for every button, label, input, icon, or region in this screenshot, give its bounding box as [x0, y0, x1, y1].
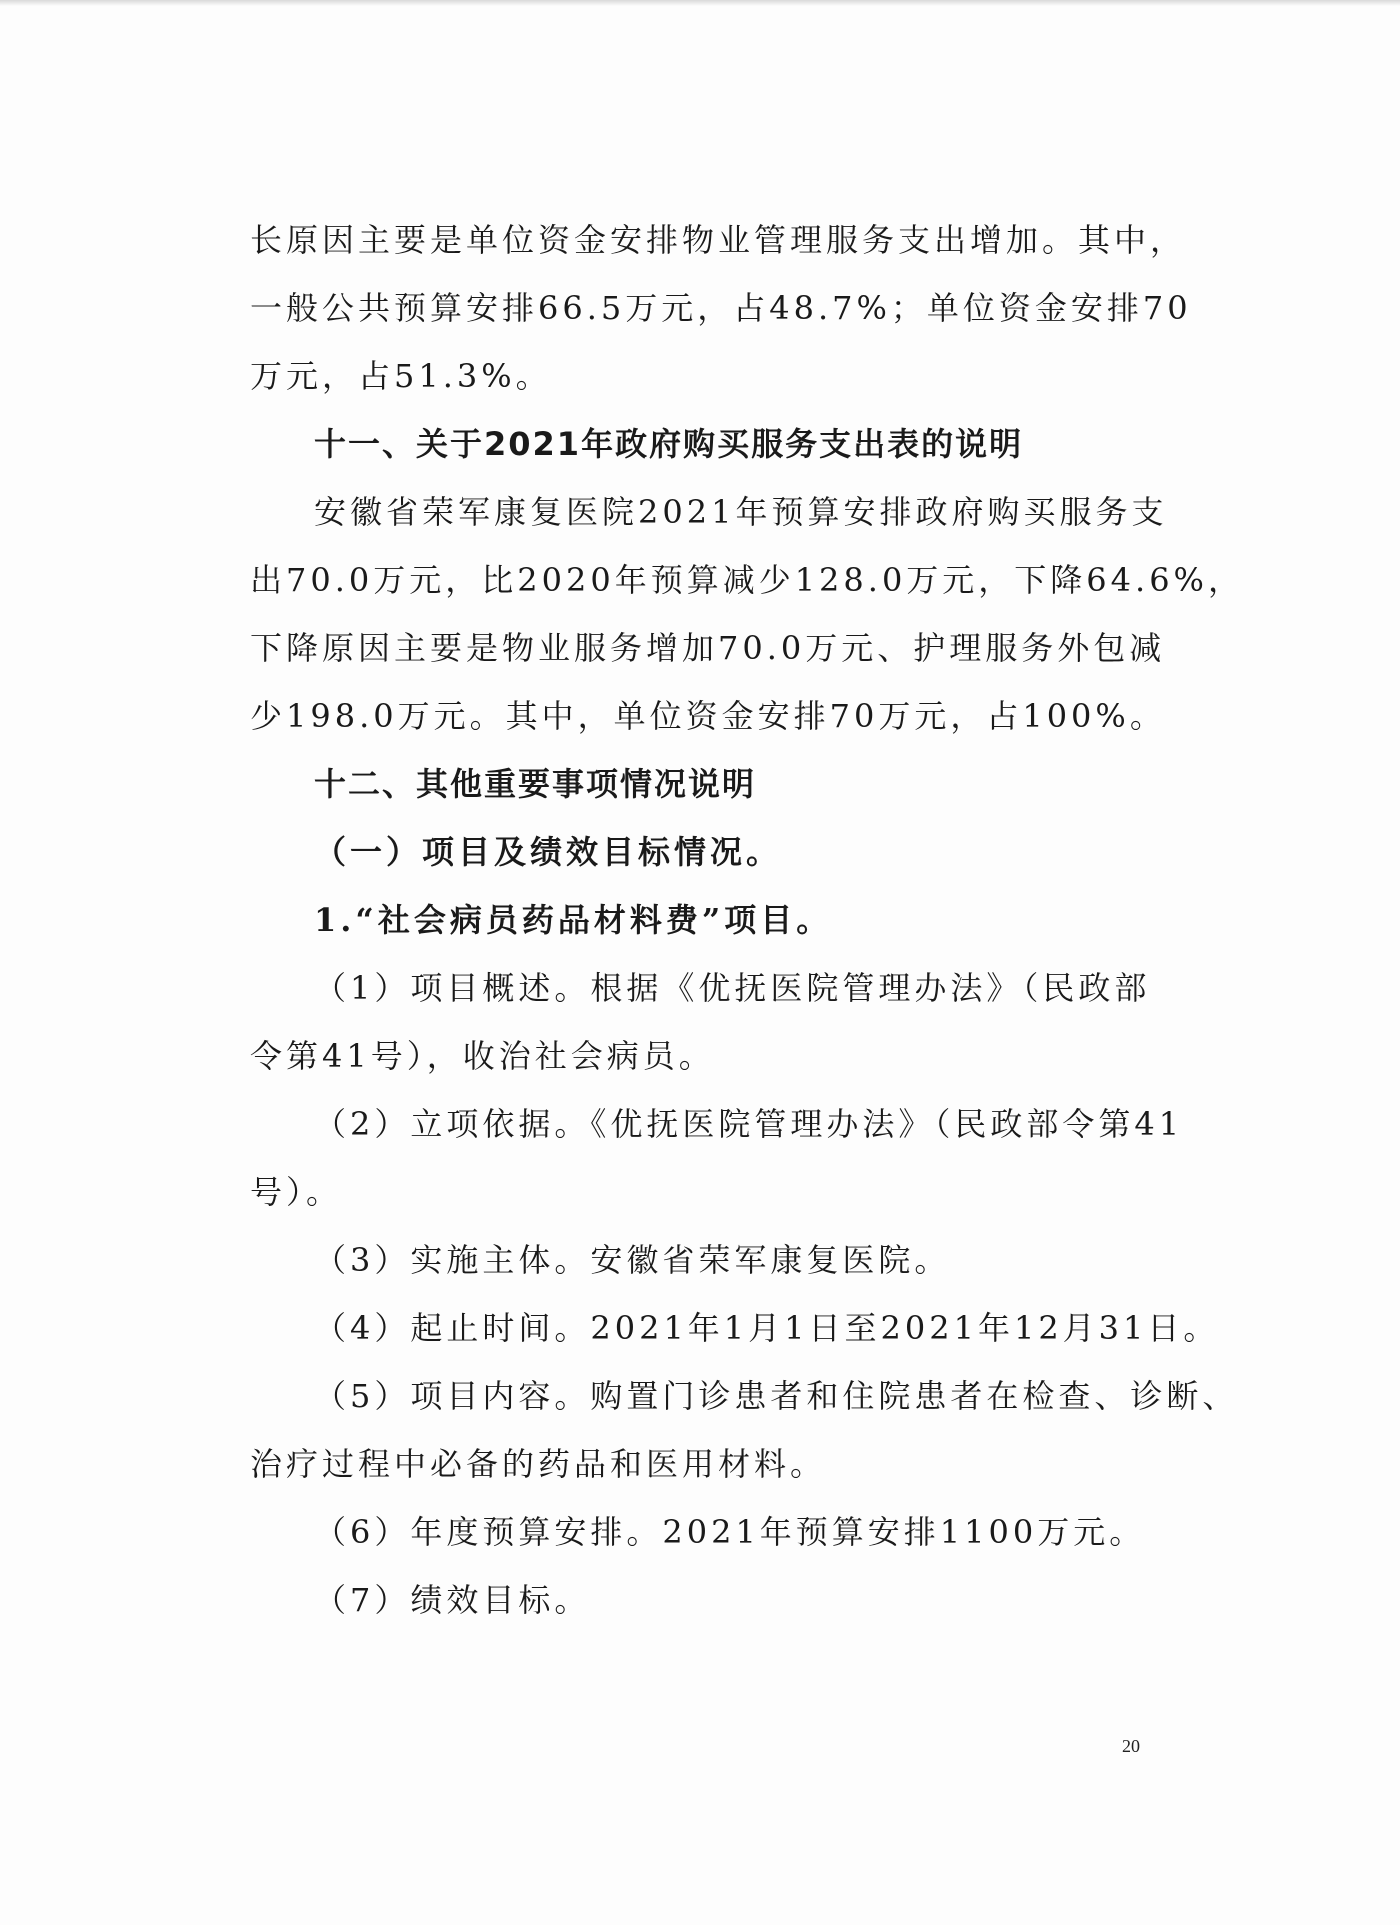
- item-subject: （3）实施主体。安徽省荣军康复医院。: [314, 1241, 951, 1279]
- item-overview-cont: 令第41号），收治社会病员。: [250, 1037, 715, 1075]
- item-heading: 1.“社会病员药品材料费”项目。: [314, 901, 833, 939]
- section-heading-11: 十一、关于2021年政府购买服务支出表的说明: [314, 425, 1024, 463]
- paragraph-line: 安徽省荣军康复医院2021年预算安排政府购买服务支: [314, 493, 1168, 531]
- paragraph-line: 少198.0万元。其中，单位资金安排70万元，占100%。: [250, 697, 1166, 735]
- item-content: （5）项目内容。购置门诊患者和住院患者在检查、诊断、: [314, 1377, 1239, 1415]
- item-goal: （7）绩效目标。: [314, 1581, 591, 1619]
- item-content-cont: 治疗过程中必备的药品和医用材料。: [250, 1445, 827, 1483]
- paragraph-line: 一般公共预算安排66.5万元，占48.7%；单位资金安排70: [250, 289, 1192, 327]
- scan-edge: [0, 0, 1400, 6]
- section-heading-12: 十二、其他重要事项情况说明: [314, 765, 757, 803]
- item-basis: （2）立项依据。《优抚医院管理办法》（民政部令第41: [314, 1105, 1184, 1143]
- subsection-heading: （一）项目及绩效目标情况。: [314, 833, 783, 871]
- paragraph-line: 长原因主要是单位资金安排物业管理服务支出增加。其中，: [250, 221, 1187, 259]
- document-body: [250, 206, 1244, 1634]
- paragraph-line: 下降原因主要是物业服务增加70.0万元、护理服务外包减: [250, 629, 1166, 667]
- page-number: 20: [1122, 1736, 1140, 1756]
- paragraph-line: 出70.0万元，比2020年预算减少128.0万元，下降64.6%，: [250, 561, 1244, 599]
- item-period: （4）起止时间。2021年1月1日至2021年12月31日。: [314, 1309, 1220, 1347]
- paragraph-line: 万元，占51.3%。: [250, 357, 552, 395]
- item-basis-cont: 号）。: [250, 1173, 343, 1211]
- item-overview: （1）项目概述。根据《优抚医院管理办法》（民政部: [314, 969, 1151, 1007]
- item-budget: （6）年度预算安排。2021年预算安排1100万元。: [314, 1513, 1146, 1551]
